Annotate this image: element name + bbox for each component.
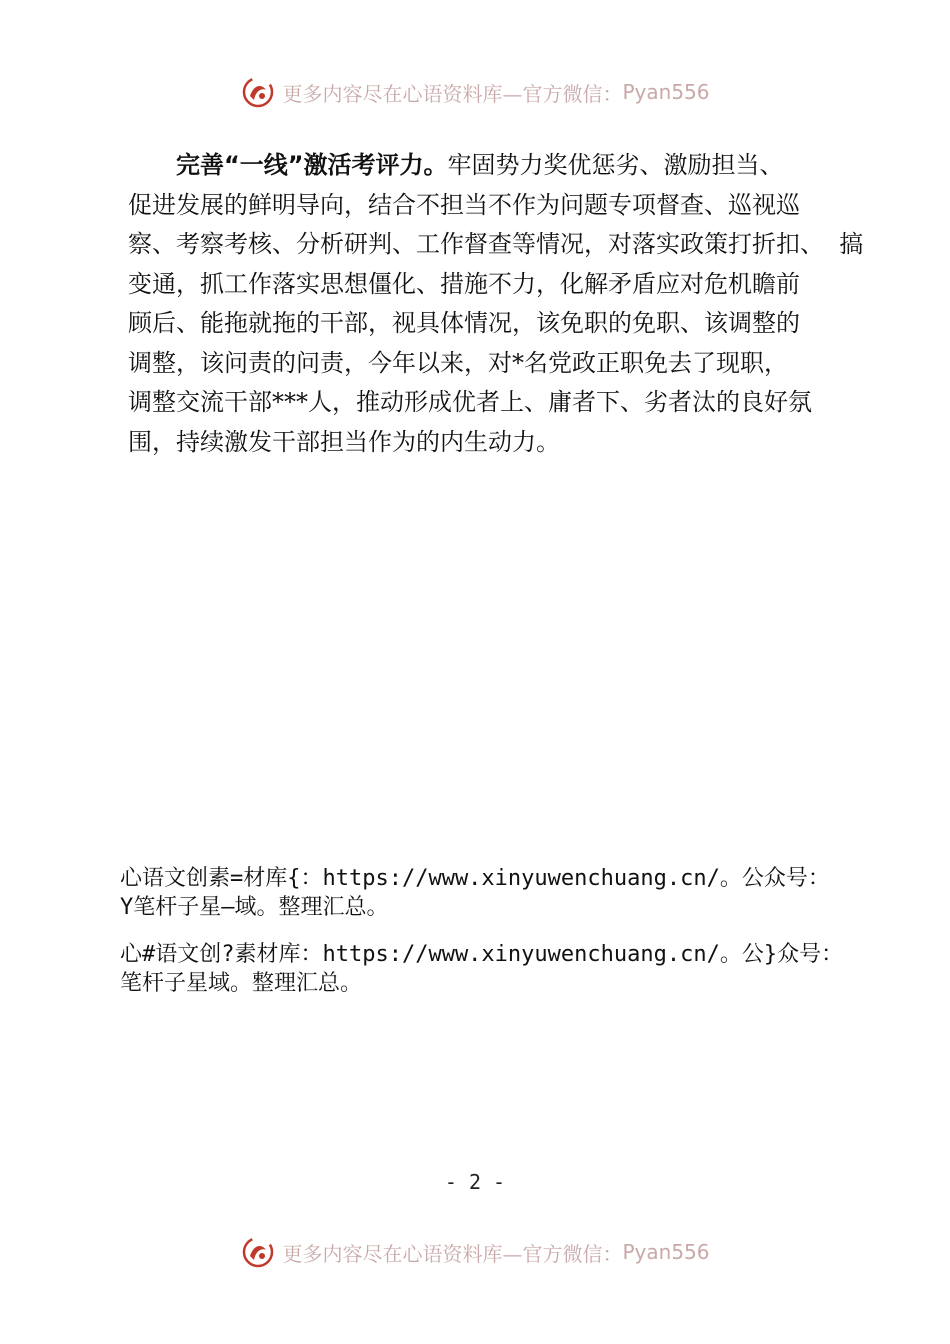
footer-watermark-text: 更多内容尽在心语资料库—官方微信： xyxy=(282,1241,623,1266)
paragraph-line: 察、考察考核、分析研判、工作督查等情况，对落实政策打折扣、 搞 xyxy=(128,230,864,258)
paragraph-line: 调整，该问责的问责，今年以来，对*名党政正职免去了现职， xyxy=(128,348,788,377)
paragraph-line: 顾后、能拖就拖的干部，视具体情况，该免职的免职、该调整的 xyxy=(128,309,800,337)
body-paragraph xyxy=(128,146,864,462)
paragraph-line: 调整交流干部***人，推动形成优者上、庸者下、劣者汰的良好氛 xyxy=(128,388,812,416)
source-note-line: Y笔杆子星—域。整理汇总。 xyxy=(120,895,389,920)
header-watermark xyxy=(0,70,950,114)
paragraph-line xyxy=(128,146,840,186)
source-note-1 xyxy=(120,864,880,922)
source-note-line: 笔杆子星域。整理汇总。 xyxy=(120,971,363,996)
paragraph-line: 围，持续激发干部担当作为的内生动力。 xyxy=(128,427,560,456)
page-number: - 2 - xyxy=(444,1170,506,1194)
source-note-line: 心#语文创?素材库：https://www.xinyuwenchuang.cn/。公}众号： xyxy=(120,942,844,967)
paragraph-text: 牢固势力奖优惩劣、激励担当、 xyxy=(447,151,784,179)
footer-watermark-id: Pyan556 xyxy=(622,1240,710,1264)
header-watermark-id: Pyan556 xyxy=(622,80,710,104)
brand-logo-icon xyxy=(240,1234,276,1270)
footer-watermark xyxy=(0,1230,950,1274)
paragraph-line: 变通，抓工作落实思想僵化、措施不力，化解矛盾应对危机瞻前 xyxy=(128,269,800,298)
header-watermark-text: 更多内容尽在心语资料库—官方微信： xyxy=(282,81,623,106)
source-note-line: 心语文创素=材库{：https://www.xinyuwenchuang.cn/。公众号： xyxy=(120,866,830,891)
paragraph-heading: 完善“一线”激活考评力。 xyxy=(176,151,448,179)
source-note-2 xyxy=(120,940,880,998)
paragraph-line: 促进发展的鲜明导向，结合不担当不作为问题专项督查、巡视巡 xyxy=(128,190,800,219)
brand-logo-icon xyxy=(240,74,276,110)
